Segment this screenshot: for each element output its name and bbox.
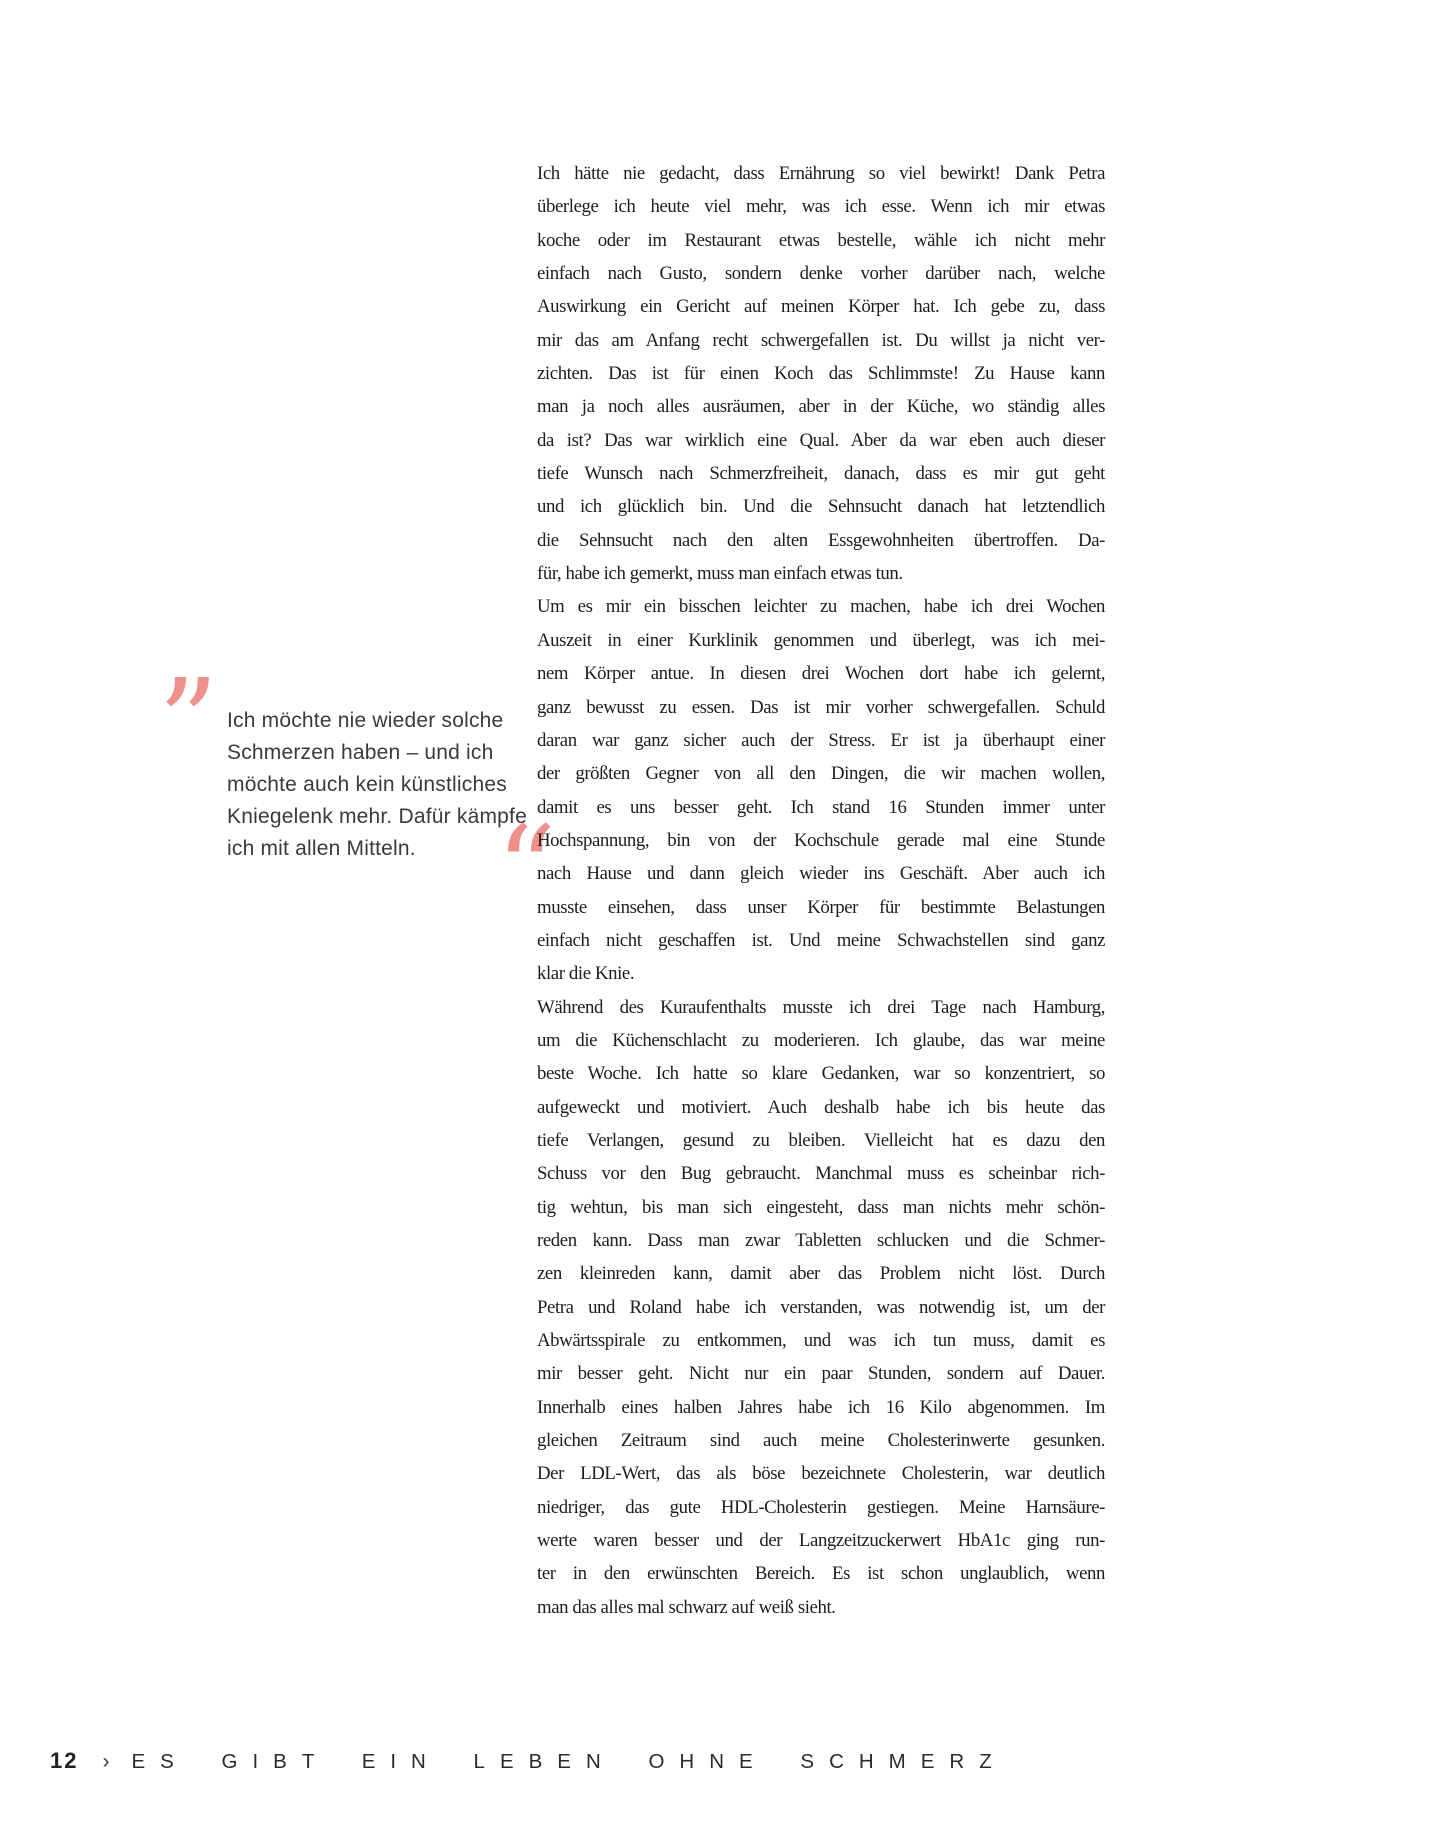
text-line: die Sehnsucht nach den alten Essgewohnheiten übertroffen. Da-: [537, 529, 1105, 551]
text-line: Auswirkung ein Gericht auf meinen Körper hat. Ich gebe zu, dass: [537, 296, 1105, 318]
text-line: Um es mir ein bisschen leichter zu machen, habe ich drei Wochen: [537, 596, 1105, 618]
text-line: ter in den erwünschten Bereich. Es ist schon unglaublich, wenn: [537, 1563, 1105, 1585]
text-line: tiefe Wunsch nach Schmerzfreiheit, danach, dass es mir gut geht: [537, 463, 1105, 485]
opening-quote-icon: ”: [158, 653, 215, 791]
page-footer: [50, 1748, 1007, 1774]
text-line: damit es uns besser geht. Ich stand 16 Stunden immer unter: [537, 796, 1105, 818]
text-line: da ist? Das war wirklich eine Qual. Aber da war eben auch dieser: [537, 429, 1105, 451]
text-line: aufgeweckt und motiviert. Auch deshalb habe ich bis heute das: [537, 1096, 1105, 1118]
text-line: reden kann. Dass man zwar Tabletten schlucken und die Schmer-: [537, 1230, 1105, 1251]
text-line: überlege ich heute viel mehr, was ich esse. Wenn ich mir etwas: [537, 196, 1105, 218]
running-title: ES GIBT EIN LEBEN OHNE SCHMERZ: [131, 1750, 1007, 1773]
text-line: für, habe ich gemerkt, muss man einfach etwas tun.: [537, 563, 903, 585]
text-line: Innerhalb eines halben Jahres habe ich 16 Kilo abgenommen. Im: [537, 1396, 1105, 1418]
text-line: nach Hause und dann gleich wieder ins Geschäft. Aber auch ich: [537, 863, 1105, 885]
text-line: und ich glücklich bin. Und die Sehnsucht danach hat letztendlich: [537, 496, 1105, 518]
text-line: mir das am Anfang recht schwergefallen ist. Du willst ja nicht ver-: [537, 329, 1105, 351]
closing-quote-icon: “: [496, 800, 553, 938]
text-line: Ich hätte nie gedacht, dass Ernährung so viel bewirkt! Dank Petra: [537, 163, 1105, 184]
text-line: werte waren besser und der Langzeitzuckerwert HbA1c ging run-: [537, 1530, 1105, 1552]
text-line: um die Küchenschlacht zu moderieren. Ich glaube, das war meine: [537, 1029, 1105, 1051]
chevron-icon: ›: [102, 1750, 110, 1773]
pull-quote-line: möchte auch kein künstliches: [227, 773, 507, 796]
text-line: nem Körper antue. In diesen drei Wochen dort habe ich gelernt,: [537, 663, 1105, 685]
text-line: Abwärtsspirale zu entkommen, und was ich tun muss, damit es: [537, 1330, 1105, 1352]
text-line: ganz bewusst zu essen. Das ist mir vorher schwergefallen. Schuld: [537, 696, 1105, 718]
text-line: Der LDL-Wert, das als böse bezeichnete Cholesterin, war deutlich: [537, 1463, 1105, 1485]
page-number: 12: [50, 1748, 79, 1773]
text-line: Während des Kuraufenthalts musste ich drei Tage nach Hamburg,: [537, 996, 1105, 1018]
text-line: tiefe Verlangen, gesund zu bleiben. Vielleicht hat es dazu den: [537, 1129, 1105, 1151]
text-line: tig wehtun, bis man sich eingesteht, dass man nichts mehr schön-: [537, 1196, 1105, 1218]
main-text-column: [537, 157, 1105, 1624]
pull-quote-line: Ich möchte nie wieder solche: [227, 709, 504, 732]
text-line: der größten Gegner von all den Dingen, die wir machen wollen,: [537, 763, 1105, 785]
text-line: man das alles mal schwarz auf weiß sieht.: [537, 1596, 836, 1618]
text-line: Hochspannung, bin von der Kochschule gerade mal eine Stunde: [537, 829, 1105, 851]
text-line: musste einsehen, dass unser Körper für bestimmte Belastungen: [537, 896, 1105, 918]
text-line: zen kleinreden kann, damit aber das Problem nicht löst. Durch: [537, 1263, 1105, 1285]
text-line: mir besser geht. Nicht nur ein paar Stunden, sondern auf Dauer.: [537, 1363, 1105, 1385]
text-line: zichten. Das ist für einen Koch das Schlimmste! Zu Hause kann: [537, 363, 1105, 385]
text-line: Schuss vor den Bug gebraucht. Manchmal muss es scheinbar rich-: [537, 1163, 1105, 1185]
text-line: niedriger, das gute HDL-Cholesterin gestiegen. Meine Harnsäure-: [537, 1496, 1105, 1518]
text-line: einfach nach Gusto, sondern denke vorher darüber nach, welche: [537, 263, 1105, 285]
text-line: gleichen Zeitraum sind auch meine Cholesterinwerte gesunken.: [537, 1430, 1105, 1452]
pull-quote-line: Kniegelenk mehr. Dafür kämpfe: [227, 805, 527, 828]
text-line: beste Woche. Ich hatte so klare Gedanken, war so konzentriert, so: [537, 1063, 1105, 1085]
text-line: einfach nicht geschaffen ist. Und meine Schwachstellen sind ganz: [537, 929, 1105, 951]
pull-quote-line: Schmerzen haben – und ich: [227, 741, 494, 764]
text-line: Petra und Roland habe ich verstanden, was notwendig ist, um der: [537, 1296, 1105, 1318]
text-line: klar die Knie.: [537, 963, 635, 985]
pull-quote-line: ich mit allen Mitteln.: [227, 837, 416, 860]
text-line: Auszeit in einer Kurklinik genommen und überlegt, was ich mei-: [537, 629, 1105, 651]
text-line: daran war ganz sicher auch der Stress. Er ist ja überhaupt einer: [537, 729, 1105, 751]
text-line: man ja noch alles ausräumen, aber in der Küche, wo ständig alles: [537, 396, 1105, 418]
text-line: koche oder im Restaurant etwas bestelle, wähle ich nicht mehr: [537, 229, 1105, 251]
